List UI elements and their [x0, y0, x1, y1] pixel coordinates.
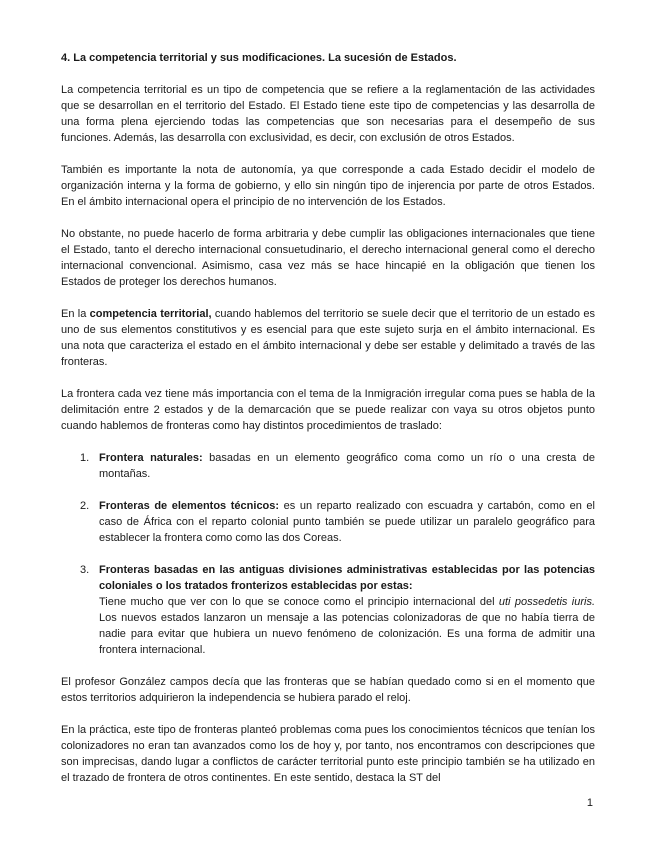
list-item-3-latin-term: uti possedetis iuris. — [498, 596, 596, 608]
list-item-1-title: Frontera naturales: — [99, 452, 203, 464]
paragraph-4-body: cuando hablemos del territorio se suele decir que el territorio de un estado es uno de sus elementos constitutivos y es esencial para que este sujeto surja en el ámbito internacional. Es una nota que caracteriza el estado en el ámbito internacional y debe ser estable y delimitado a través de las fronteras. — [61, 308, 595, 368]
list-item-3-text-rest: Los nuevos estados lanzaron un mensaje a las potencias colonizadoras de que no había tierra de nadie para evitar que hubiera un nuevo fenómeno de colonización. Es una forma de admitir una frontera internacional. — [99, 612, 595, 656]
list-item-3-title: Fronteras basadas en las antiguas divisiones administrativas establecidas por las potencias coloniales o los tratados fronterizos establecidas por estas: — [99, 564, 595, 592]
list-item-3-text-lead: Tiene mucho que ver con lo que se conoce como el principio internacional del — [99, 596, 499, 608]
frontier-types-list — [61, 450, 595, 658]
list-item-1 — [61, 450, 595, 482]
list-number-3: 3. — [80, 564, 90, 576]
paragraph-3: No obstante, no puede hacerlo de forma arbitraria y debe cumplir las obligaciones internacionales que tiene el Estado, tanto el derecho internacional consuetudinario, el derecho internacional general como el derecho internacional convencional. Asimismo, casa vez más se hace hincapié en la obligación que tienen los Estados de proteger los derechos humanos. — [61, 228, 595, 288]
list-number-2: 2. — [80, 500, 90, 512]
paragraph-4 — [61, 306, 595, 370]
list-item-2-text: es un reparto realizado con escuadra y cartabón, como en el caso de África con el reparto colonial punto también se puede utilizar un paralelo geográfico para establecer la frontera como como las dos Coreas. — [99, 500, 595, 544]
list-item-2 — [61, 498, 595, 546]
list-item-1-text: basadas en un elemento geográfico coma como un río o una cresta de montañas. — [99, 452, 595, 480]
list-item-3 — [61, 562, 595, 658]
list-item-3-body — [99, 594, 595, 658]
paragraph-7: En la práctica, este tipo de fronteras planteó problemas coma pues los conocimientos técnicos que tenían los colonizadores no eran tan avanzados como los de hoy y, por tanto, nos encontramos con descripciones que son imprecisas, dando lugar a conflictos de carácter territorial punto este principio también se ha utilizado en el trazado de frontera de otros continentes. En este sentido, destaca la ST del — [61, 724, 595, 784]
paragraph-1: La competencia territorial es un tipo de competencia que se refiere a la reglamentación de las actividades que se desarrollan en el territorio del Estado. El Estado tiene este tipo de competencias y las desarrolla de una forma plena ejerciendo todas las competencias que son necesarias para el desempeño de sus funciones. Además, las desarrolla con exclusividad, es decir, con exclusión de otros Estados. — [61, 84, 595, 144]
document-page — [61, 50, 595, 802]
paragraph-4-bold-term: competencia territorial, — [89, 308, 212, 320]
list-number-1: 1. — [80, 452, 90, 464]
section-heading: 4. La competencia territorial y sus modificaciones. La sucesión de Estados. — [61, 52, 457, 64]
list-item-2-title: Fronteras de elementos técnicos: — [99, 500, 280, 512]
paragraph-2: También es importante la nota de autonomía, ya que corresponde a cada Estado decidir el modelo de organización interna y la forma de gobierno, y ello sin ningún tipo de injerencia por parte de otros Estados. En el ámbito internacional opera el principio de no intervención de los Estados. — [61, 164, 595, 208]
paragraph-6: El profesor González campos decía que las fronteras que se habían quedado como si en el momento que estos territorios adquirieron la independencia se hubiera parado el reloj. — [61, 676, 595, 704]
paragraph-4-lead: En la — [61, 308, 90, 320]
page-number: 1 — [586, 797, 593, 809]
paragraph-5: La frontera cada vez tiene más importancia con el tema de la Inmigración irregular coma pues se habla de la delimitación entre 2 estados y de la demarcación que se puede realizar con vaya su otros objetos punto cuando hablemos de fronteras como hay distintos procedimientos de traslado: — [61, 388, 595, 432]
